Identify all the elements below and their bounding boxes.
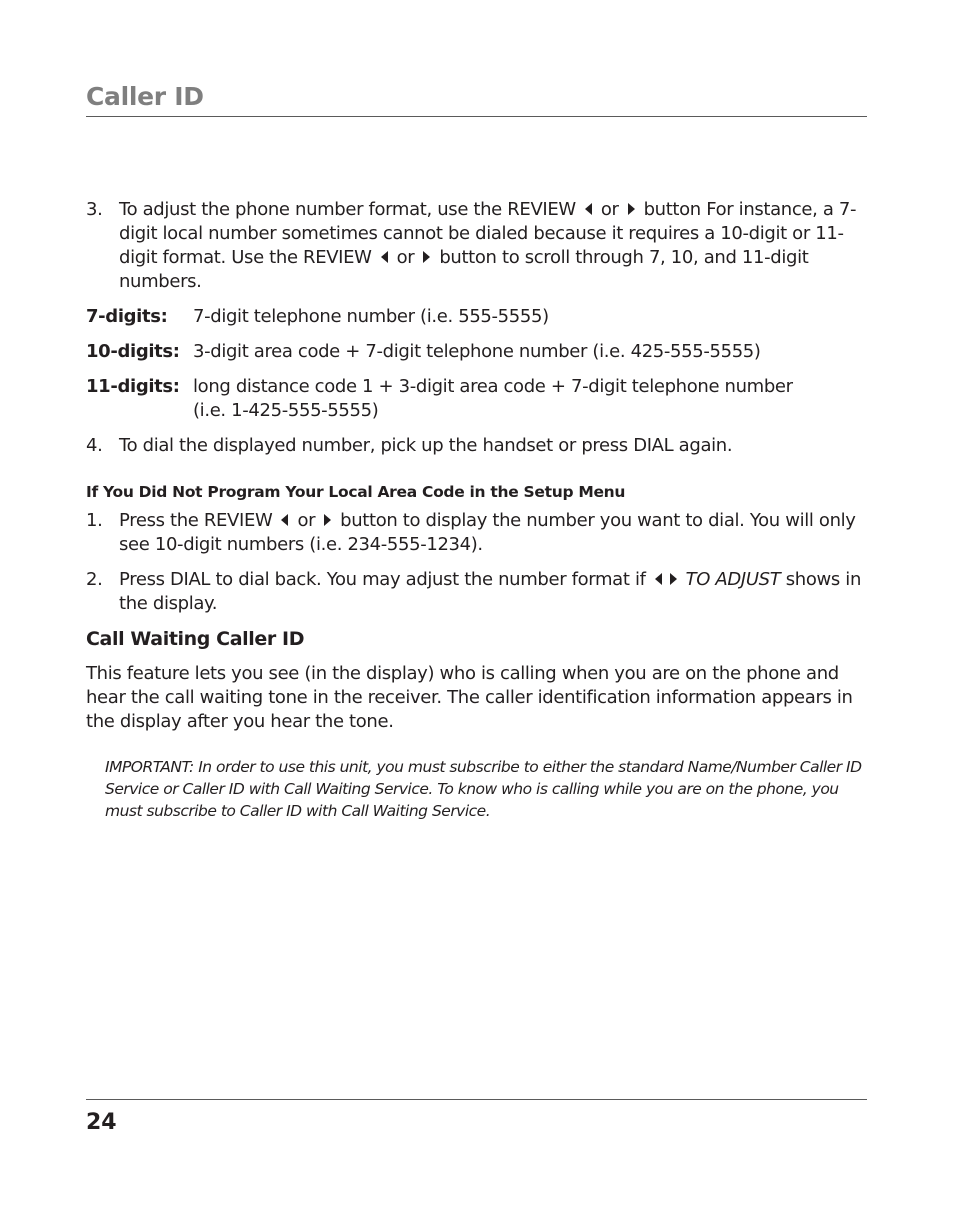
call-waiting-body: This feature lets you see (in the display) who is calling when you are on the phone and hear the call waiting tone in the receiver. The caller identification information appears in the display after you hear the tone. (86, 663, 853, 732)
or-text: or (297, 510, 316, 531)
digit-format-text: long distance code 1 + 3-digit area code + 7-digit telephone number (i.e. 1-425-555-5555) (193, 376, 793, 421)
digit-format-label: 10-digits: (86, 341, 180, 362)
step-number: 1. (86, 510, 103, 531)
to-adjust-text: TO ADJUST (685, 569, 781, 590)
step-3-text-start: To adjust the phone number format, use the REVIEW (119, 199, 576, 220)
step-number: 2. (86, 569, 103, 590)
step-3 (86, 198, 867, 294)
important-note: IMPORTANT: In order to use this unit, you must subscribe to either the standard Name/Number Caller ID Service or Caller ID with Call Waiting Service. To know who is calling while you are on the phone, you must subscribe to Caller ID with Call Waiting Service. (105, 758, 862, 820)
digit-format-11 (86, 375, 867, 423)
area-step-2-text-start: Press DIAL to dial back. You may adjust the number format if (119, 569, 646, 590)
step-4-text: To dial the displayed number, pick up the handset or press DIAL again. (119, 435, 733, 456)
digit-format-label: 11-digits: (86, 376, 180, 397)
right-arrow-icon (628, 203, 635, 215)
area-step-1-text-end: button to display the number you want to dial. You will only see 10-digit numbers (i.e. 234-555-1234). (119, 510, 856, 555)
digit-format-text: 7-digit telephone number (i.e. 555-5555) (193, 306, 549, 327)
step-4 (86, 434, 867, 458)
section-subheading: If You Did Not Program Your Local Area Code in the Setup Menu (86, 483, 626, 501)
area-step-2 (86, 568, 867, 616)
left-arrow-icon (281, 514, 288, 526)
digit-format-10 (86, 340, 867, 364)
header-divider (86, 116, 867, 117)
page-title: Caller ID (86, 82, 204, 111)
area-step-2-text-end: shows in the display. (119, 569, 862, 614)
area-step-1-text-start: Press the REVIEW (119, 510, 273, 531)
right-arrow-icon (324, 514, 331, 526)
step-3-text-end: button to scroll through 7, 10, and 11-digit numbers. (119, 247, 809, 292)
or-text: or (396, 247, 415, 268)
footer-divider (86, 1099, 867, 1100)
digit-format-text: 3-digit area code + 7-digit telephone number (i.e. 425-555-5555) (193, 341, 761, 362)
digit-format-7 (86, 305, 867, 329)
or-text: or (600, 199, 619, 220)
step-number: 3. (86, 199, 103, 220)
call-waiting-title: Call Waiting Caller ID (86, 628, 305, 650)
area-step-1 (86, 509, 867, 557)
step-number: 4. (86, 435, 103, 456)
step-3-text-middle: button For instance, a 7-digit local number sometimes cannot be dialed because it requires a 10-digit or 11-digit format. Use the REVIEW (119, 199, 857, 268)
page-number: 24 (86, 1110, 117, 1135)
digit-format-label: 7-digits: (86, 306, 168, 327)
right-arrow-icon (670, 573, 677, 585)
left-arrow-icon (655, 573, 662, 585)
page-content (86, 198, 867, 822)
left-arrow-icon (381, 251, 388, 263)
right-arrow-icon (423, 251, 430, 263)
left-arrow-icon (585, 203, 592, 215)
